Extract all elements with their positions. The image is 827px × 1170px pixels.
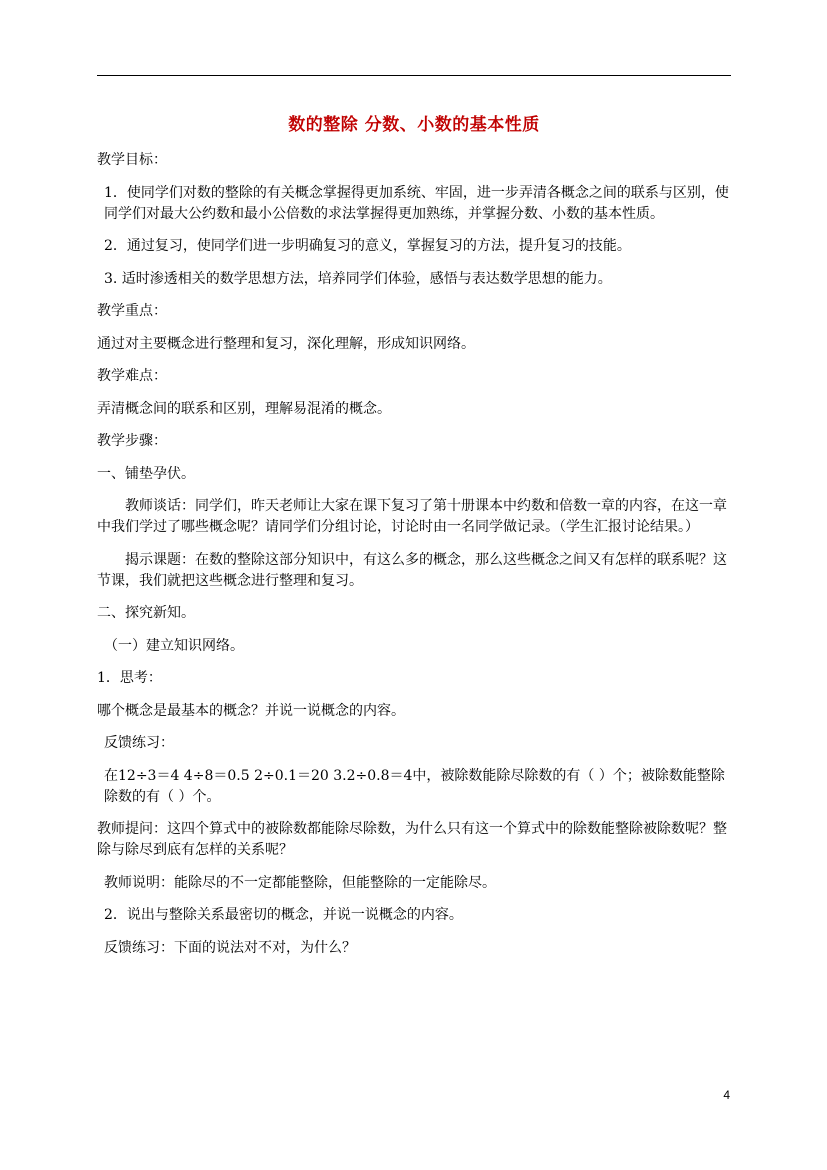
item-2: 2．说出与整除关系最密切的概念，并说一说概念的内容。 — [104, 907, 463, 923]
think-question: 哪个概念是最基本的概念？并说一说概念的内容。 — [97, 702, 405, 719]
heading-difficulties: 教学难点： — [97, 368, 167, 384]
feedback-heading: 反馈练习： — [104, 735, 174, 751]
header-rule — [97, 75, 731, 76]
document-body — [97, 150, 731, 970]
difficulties-text: 弄清概念间的联系和区别，理解易混淆的概念。 — [97, 400, 391, 417]
heading-objectives: 教学目标： — [97, 152, 167, 168]
teacher-talk: 教师谈话：同学们，昨天老师让大家在课下复习了第十册课本中约数和倍数一章的内容，在这一章中我们学过了哪些概念呢？请同学们分组讨论，讨论时由一名同学做记录。（学生汇报讨论结果。） — [97, 498, 727, 535]
subsection-1-heading: （一）建立知识网络。 — [104, 637, 244, 654]
objective-2: 2．通过复习，使同学们进一步明确复习的意义，掌握复习的方法，提升复习的技能。 — [104, 238, 631, 254]
reveal-topic: 揭示课题：在数的整除这部分知识中，有这么多的概念，那么这些概念之间又有怎样的联系呢？这节课，我们就把这些概念进行整理和复习。 — [97, 551, 727, 589]
objective-1: 1．使同学们对数的整除的有关概念掌握得更加系统、牢固，进一步弄清各概念之间的联系与区别，使同学们对最大公约数和最小公倍数的求法掌握得更加熟练，并掌握分数、小数的基本性质。 — [104, 184, 729, 222]
feedback-exercise: 在12÷3＝4 4÷8＝0.5 2÷0.1＝20 3.2÷0.8＝4中，被除数能除尽除数的有（ ）个；被除数能整除除数的有（ ）个。 — [104, 767, 725, 805]
section-1-heading: 一、铺垫孕伏。 — [97, 465, 195, 482]
think-heading: 1．思考： — [97, 670, 162, 686]
heading-steps: 教学步骤： — [97, 433, 167, 449]
document-title: 数的整除 分数、小数的基本性质 — [288, 115, 540, 135]
heading-key-points: 教学重点： — [97, 303, 167, 319]
teacher-question: 教师提问：这四个算式中的被除数都能除尽除数，为什么只有这一个算式中的除数能整除被除数呢？整除与除尽到底有怎样的关系呢？ — [97, 821, 727, 858]
page-number: 4 — [723, 1088, 730, 1102]
objective-3: 3. 适时渗透相关的数学思想方法，培养同学们体验，感悟与表达数学思想的能力。 — [104, 270, 612, 287]
teacher-explanation: 教师说明：能除尽的不一定都能整除，但能整除的一定能除尽。 — [104, 874, 496, 891]
feedback-exercise-2: 反馈练习：下面的说法对不对，为什么？ — [104, 939, 356, 956]
key-points-text: 通过对主要概念进行整理和复习，深化理解，形成知识网络。 — [97, 335, 475, 352]
section-2-heading: 二、探究新知。 — [97, 605, 195, 621]
